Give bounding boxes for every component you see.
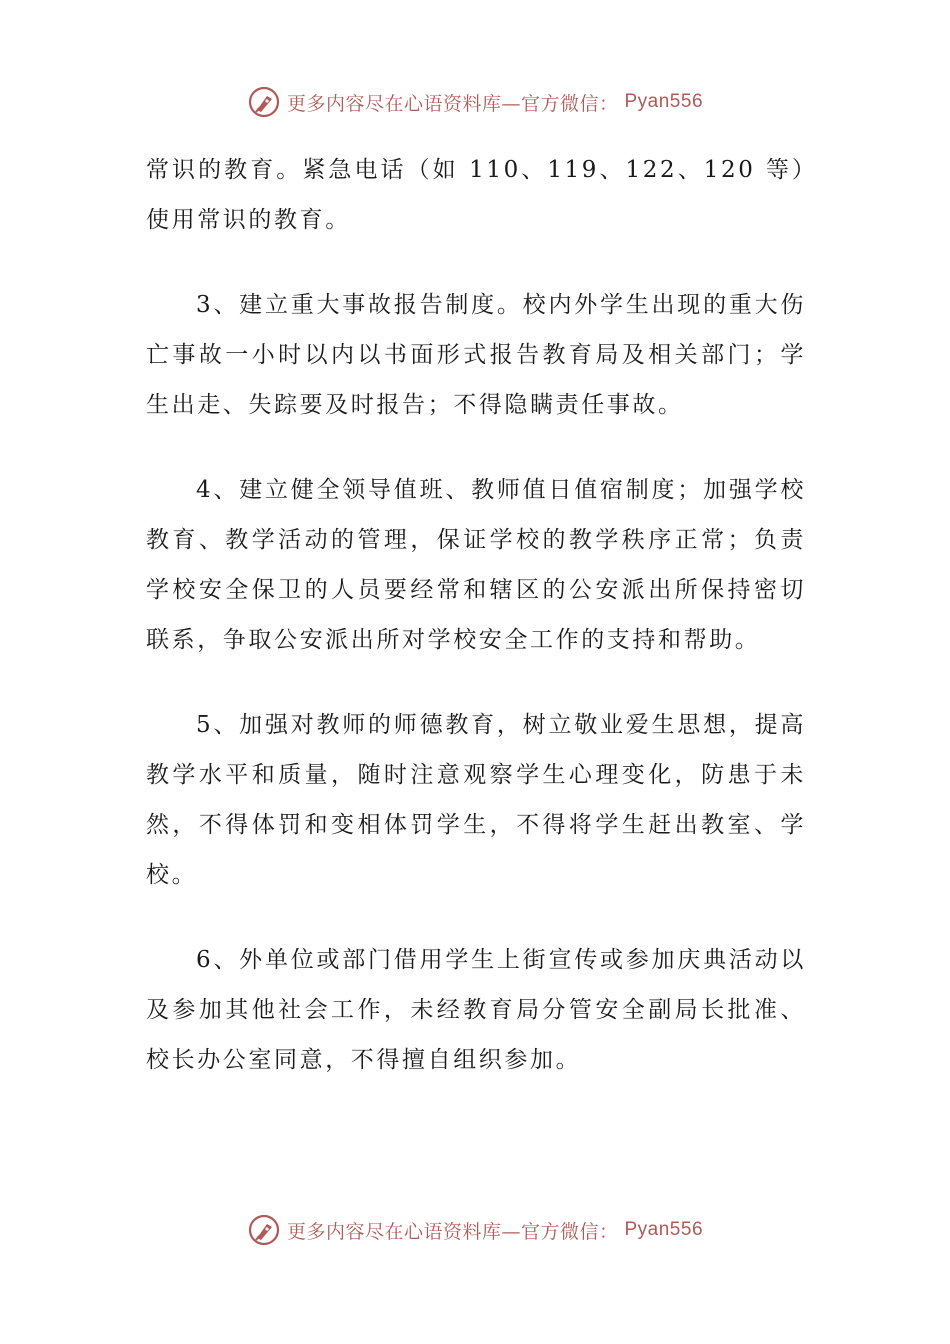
pen-nib-logo-icon — [247, 85, 281, 119]
wechat-id: Pyan556 — [624, 91, 704, 112]
paragraph-5: 6、外单位或部门借用学生上街宣传或参加庆典活动以及参加其他社会工作，未经教育局分管安全副局长批准、校长办公室同意，不得擅自组织参加。 — [146, 947, 806, 1073]
pen-nib-logo-icon — [247, 1213, 281, 1247]
paragraph-4: 5、加强对教师的师德教育，树立敬业爱生思想，提高教学水平和质量，随时注意观察学生心理变化，防患于未然，不得体罚和变相体罚学生，不得将学生赶出教室、学校。 — [146, 712, 806, 888]
footer-watermark — [0, 1210, 950, 1250]
watermark-text: 更多内容尽在心语资料库—官方微信： — [286, 1220, 619, 1243]
wechat-id: Pyan556 — [624, 1219, 704, 1240]
watermark-text: 更多内容尽在心语资料库—官方微信： — [286, 92, 619, 115]
paragraph-1: 常识的教育。紧急电话（如 110、119、122、120 等）使用常识的教育。 — [146, 157, 806, 233]
paragraph-2: 3、建立重大事故报告制度。校内外学生出现的重大伤亡事故一小时以内以书面形式报告教育局及相关部门；学生出走、失踪要及时报告；不得隐瞒责任事故。 — [146, 292, 806, 418]
paragraph-3: 4、建立健全领导值班、教师值日值宿制度；加强学校教育、教学活动的管理，保证学校的教学秩序正常；负责学校安全保卫的人员要经常和辖区的公安派出所保持密切联系，争取公安派出所对学校安全工作的支持和帮助。 — [146, 477, 806, 653]
document-body — [146, 145, 806, 1120]
header-watermark — [0, 82, 950, 122]
